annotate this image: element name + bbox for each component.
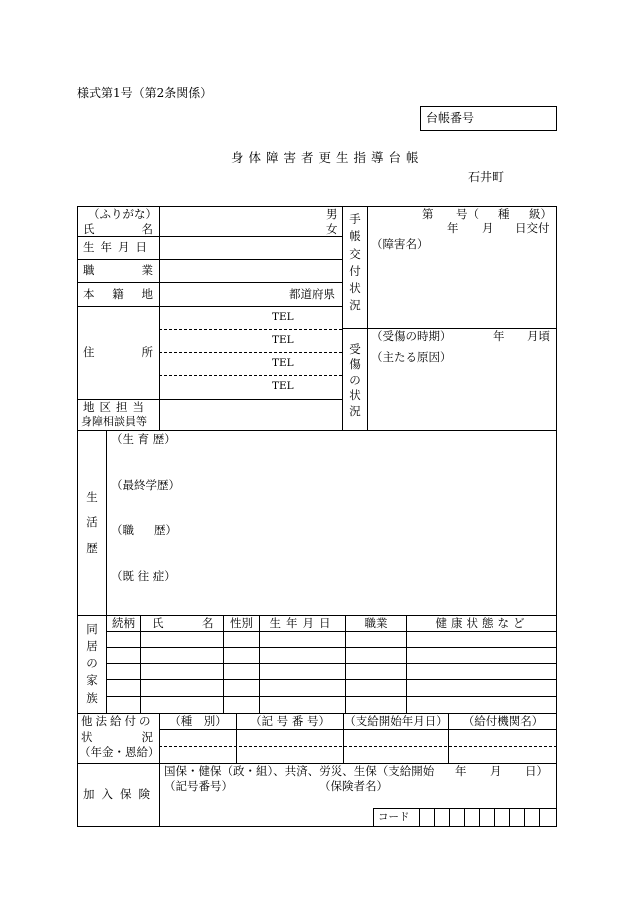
insurer-label: （保険者名） [319,779,388,793]
upbringing-label: （生 育 歴） [111,432,176,446]
code-input[interactable] [420,809,556,826]
tel-2[interactable]: TEL [272,334,294,346]
insurance-label: 加入保険 [83,787,157,801]
benefits-label-1: 他法給付の [81,714,154,728]
honseki-label: 本 籍 地 [83,287,153,301]
techo-go: 号（ [456,207,479,221]
techo-tsuki: 月 [482,221,494,235]
job-field[interactable] [160,260,341,281]
district-label-2: 身障相談員等 [81,415,147,428]
col-benefit-agency: （給付機関名） [462,714,544,728]
birth-label: 生年月日 [83,240,153,254]
col-job: 職業 [364,616,388,630]
town-name: 石井町 [468,170,505,184]
shogaimei-label: （障害名） [371,237,429,251]
page-title: 身体障害者更生指導台帳 [231,150,424,165]
insurance-tsuki: 月 [490,764,502,778]
insurance-hi: 日） [525,764,548,778]
illness-label: （既 往 症） [111,569,176,583]
injury-time-label: （受傷の時期） [371,329,452,343]
injury-nen: 年 [493,329,505,343]
techo-hi: 日交付 [515,221,550,235]
code-label: コード [378,811,410,823]
col-benefit-start: （支給開始年月日） [344,714,448,728]
techo-shubetsu: 種 [498,207,510,221]
insurance-nen: 年 [455,764,467,778]
job-label: 職 業 [83,263,153,277]
tel-3[interactable]: TEL [272,357,294,369]
family-label: 同 居 の 家 族 [86,622,98,705]
district-label-1: 地区担当 [83,400,149,414]
col-benefit-symbol: （記 号 番 号） [250,714,330,728]
injury-tsukigoro: 月頃 [527,329,550,343]
techo-kyu: 級） [529,207,552,221]
history-label: 生 活 歴 [86,490,98,555]
col-sex: 性別 [230,616,253,630]
address-label: 住 所 [83,345,153,359]
benefits-label-3: （年金・恩給） [79,745,160,759]
job-history-label-2: 歴） [154,523,177,537]
col-birth: 生年月日 [269,616,336,630]
col-name-1: 氏 [152,616,164,630]
techo-label: 手 帳 交 付 状 況 [349,212,361,313]
furigana-label: （ふりがな） [88,207,157,221]
techo-nen: 年 [447,221,459,235]
col-relation: 続柄 [112,616,135,630]
job-history-label-1: （職 [111,523,134,537]
education-label: （最終学歴） [111,478,180,492]
form-id: 様式第1号（第2条関係） [77,86,213,100]
col-name-2: 名 [202,616,214,630]
insurance-symbol-label: （記号番号） [164,779,233,793]
female-label: 女 [326,222,338,236]
col-health: 健康状態など [435,616,529,630]
male-label: 男 [326,207,338,221]
name-field[interactable] [160,207,341,235]
birth-field[interactable] [160,237,341,258]
tel-4[interactable]: TEL [272,380,294,392]
insurance-types: 国保・健保（政・組）、共済、労災、生保（支給開始 [164,764,435,778]
injury-label: 受 傷 の 状 況 [349,342,361,418]
prefecture-label: 都道府県 [289,287,335,301]
techo-dai: 第 [422,207,434,221]
name-label: 氏 名 [83,222,153,236]
benefits-label-2: 状 況 [81,730,153,744]
injury-cause-label: （主たる原因） [371,350,452,364]
ledger-no-label: 台帳番号 [426,111,475,125]
tel-1[interactable]: TEL [272,311,294,323]
col-benefit-type: （種 別） [169,714,227,728]
